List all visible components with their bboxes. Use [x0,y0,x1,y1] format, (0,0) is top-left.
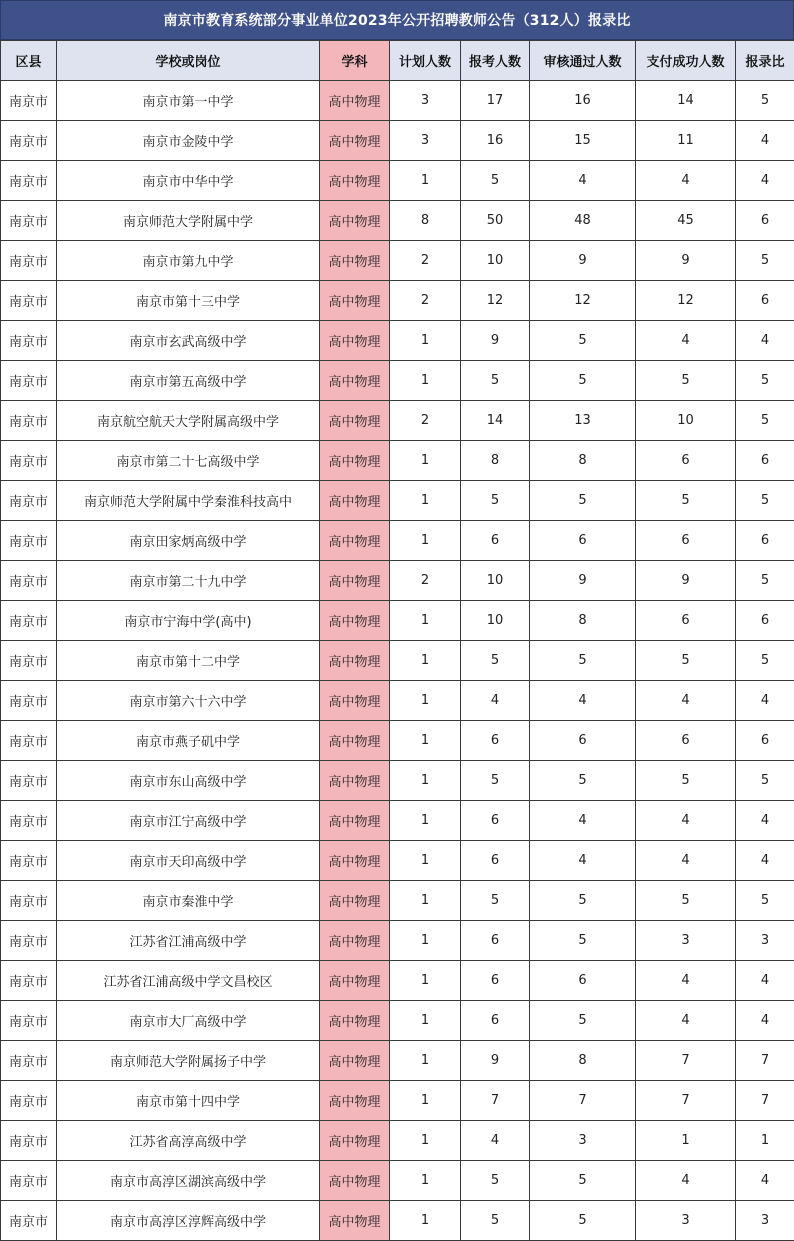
cell-subject: 高中物理 [320,1001,390,1041]
cell-paid: 7 [636,1081,736,1121]
cell-applicants: 7 [461,1081,530,1121]
cell-ratio: 7 [736,1041,794,1081]
cell-applicants: 5 [461,881,530,921]
table-row [1,481,794,521]
cell-district: 南京市 [1,441,57,481]
cell-paid: 4 [636,841,736,881]
cell-ratio: 7 [736,1081,794,1121]
cell-paid: 5 [636,881,736,921]
cell-subject: 高中物理 [320,961,390,1001]
cell-school: 南京市高淳区湖滨高级中学 [57,1161,320,1201]
header-school: 学校或岗位 [57,41,320,81]
table-row [1,281,794,321]
cell-approved: 8 [530,1041,636,1081]
cell-paid: 4 [636,681,736,721]
cell-planned: 1 [390,641,461,681]
cell-school: 南京师范大学附属扬子中学 [57,1041,320,1081]
cell-school: 南京师范大学附属中学秦淮科技高中 [57,481,320,521]
table-row [1,761,794,801]
cell-paid: 4 [636,161,736,201]
cell-planned: 1 [390,721,461,761]
cell-ratio: 6 [736,521,794,561]
cell-approved: 6 [530,961,636,1001]
cell-approved: 6 [530,721,636,761]
cell-planned: 1 [390,961,461,1001]
table-title: 南京市教育系统部分事业单位2023年公开招聘教师公告（312人）报录比 [0,0,794,40]
cell-planned: 1 [390,441,461,481]
cell-applicants: 17 [461,81,530,121]
ratio-table [0,40,794,1241]
cell-district: 南京市 [1,1161,57,1201]
cell-school: 南京市第二十七高级中学 [57,441,320,481]
cell-applicants: 5 [461,1201,530,1241]
cell-school: 南京市金陵中学 [57,121,320,161]
cell-school: 南京市玄武高级中学 [57,321,320,361]
cell-school: 南京市第十四中学 [57,1081,320,1121]
cell-approved: 5 [530,641,636,681]
cell-school: 南京市第九中学 [57,241,320,281]
cell-applicants: 10 [461,241,530,281]
table-row [1,201,794,241]
cell-subject: 高中物理 [320,201,390,241]
cell-applicants: 50 [461,201,530,241]
cell-paid: 4 [636,1001,736,1041]
cell-district: 南京市 [1,881,57,921]
cell-planned: 1 [390,921,461,961]
table-row [1,721,794,761]
cell-paid: 45 [636,201,736,241]
table-row [1,521,794,561]
cell-ratio: 3 [736,921,794,961]
cell-school: 南京市天印高级中学 [57,841,320,881]
cell-planned: 1 [390,1161,461,1201]
header-paid: 支付成功人数 [636,41,736,81]
cell-planned: 1 [390,841,461,881]
cell-approved: 5 [530,881,636,921]
cell-school: 南京田家炳高级中学 [57,521,320,561]
cell-ratio: 4 [736,801,794,841]
table-row [1,161,794,201]
cell-planned: 1 [390,761,461,801]
cell-applicants: 14 [461,401,530,441]
table-row [1,601,794,641]
cell-applicants: 9 [461,1041,530,1081]
cell-paid: 11 [636,121,736,161]
cell-district: 南京市 [1,401,57,441]
cell-district: 南京市 [1,761,57,801]
cell-paid: 3 [636,1201,736,1241]
cell-approved: 48 [530,201,636,241]
cell-ratio: 4 [736,1001,794,1041]
cell-planned: 1 [390,1201,461,1241]
cell-approved: 4 [530,801,636,841]
cell-ratio: 4 [736,121,794,161]
cell-district: 南京市 [1,281,57,321]
table-row [1,801,794,841]
cell-approved: 5 [530,761,636,801]
cell-school: 南京市大厂高级中学 [57,1001,320,1041]
cell-ratio: 4 [736,681,794,721]
cell-district: 南京市 [1,1041,57,1081]
cell-ratio: 5 [736,81,794,121]
cell-applicants: 10 [461,561,530,601]
cell-paid: 5 [636,361,736,401]
cell-ratio: 4 [736,961,794,1001]
cell-paid: 9 [636,561,736,601]
cell-approved: 13 [530,401,636,441]
cell-ratio: 6 [736,441,794,481]
cell-paid: 5 [636,481,736,521]
cell-paid: 5 [636,761,736,801]
cell-paid: 12 [636,281,736,321]
cell-planned: 3 [390,81,461,121]
cell-planned: 1 [390,681,461,721]
cell-ratio: 5 [736,481,794,521]
cell-ratio: 4 [736,321,794,361]
cell-district: 南京市 [1,361,57,401]
header-subject: 学科 [320,41,390,81]
cell-school: 南京市第十二中学 [57,641,320,681]
cell-planned: 1 [390,361,461,401]
cell-subject: 高中物理 [320,561,390,601]
cell-planned: 1 [390,1041,461,1081]
table-row [1,1201,794,1241]
cell-school: 南京市第六十六中学 [57,681,320,721]
cell-applicants: 10 [461,601,530,641]
cell-district: 南京市 [1,1081,57,1121]
cell-ratio: 6 [736,201,794,241]
cell-school: 南京市宁海中学(高中) [57,601,320,641]
cell-subject: 高中物理 [320,601,390,641]
cell-subject: 高中物理 [320,161,390,201]
cell-subject: 高中物理 [320,681,390,721]
table-row [1,1121,794,1161]
table-row [1,1001,794,1041]
cell-school: 江苏省江浦高级中学文昌校区 [57,961,320,1001]
cell-ratio: 4 [736,1161,794,1201]
cell-approved: 7 [530,1081,636,1121]
cell-subject: 高中物理 [320,481,390,521]
cell-applicants: 5 [461,161,530,201]
table-row [1,441,794,481]
header-applicants: 报考人数 [461,41,530,81]
cell-subject: 高中物理 [320,241,390,281]
table-row [1,361,794,401]
table-row [1,881,794,921]
table-row [1,561,794,601]
cell-planned: 8 [390,201,461,241]
table-row [1,81,794,121]
cell-applicants: 6 [461,1001,530,1041]
cell-approved: 5 [530,321,636,361]
cell-planned: 1 [390,1121,461,1161]
cell-district: 南京市 [1,481,57,521]
cell-planned: 1 [390,481,461,521]
cell-applicants: 6 [461,961,530,1001]
cell-ratio: 5 [736,881,794,921]
cell-planned: 2 [390,561,461,601]
table-row [1,641,794,681]
cell-approved: 15 [530,121,636,161]
cell-district: 南京市 [1,961,57,1001]
cell-applicants: 6 [461,841,530,881]
table-row [1,121,794,161]
cell-district: 南京市 [1,321,57,361]
cell-subject: 高中物理 [320,1041,390,1081]
cell-approved: 9 [530,241,636,281]
cell-subject: 高中物理 [320,841,390,881]
cell-planned: 1 [390,1001,461,1041]
cell-school: 南京师范大学附属中学 [57,201,320,241]
cell-applicants: 5 [461,361,530,401]
cell-planned: 3 [390,121,461,161]
header-ratio: 报录比 [736,41,794,81]
cell-district: 南京市 [1,1001,57,1041]
cell-subject: 高中物理 [320,721,390,761]
cell-paid: 3 [636,921,736,961]
cell-planned: 2 [390,401,461,441]
cell-subject: 高中物理 [320,121,390,161]
cell-school: 南京市江宁高级中学 [57,801,320,841]
cell-applicants: 4 [461,1121,530,1161]
cell-applicants: 5 [461,1161,530,1201]
cell-applicants: 16 [461,121,530,161]
cell-applicants: 5 [461,641,530,681]
cell-ratio: 4 [736,841,794,881]
cell-planned: 1 [390,801,461,841]
cell-applicants: 9 [461,321,530,361]
cell-applicants: 5 [461,481,530,521]
cell-school: 南京市中华中学 [57,161,320,201]
cell-approved: 5 [530,1201,636,1241]
cell-district: 南京市 [1,121,57,161]
cell-subject: 高中物理 [320,1201,390,1241]
cell-subject: 高中物理 [320,361,390,401]
cell-ratio: 5 [736,641,794,681]
cell-approved: 8 [530,601,636,641]
cell-applicants: 6 [461,921,530,961]
cell-school: 南京市第五高级中学 [57,361,320,401]
table-body [1,81,794,1241]
cell-paid: 14 [636,81,736,121]
table-row [1,1161,794,1201]
cell-paid: 5 [636,641,736,681]
cell-planned: 1 [390,881,461,921]
cell-subject: 高中物理 [320,81,390,121]
cell-applicants: 6 [461,721,530,761]
cell-paid: 1 [636,1121,736,1161]
cell-subject: 高中物理 [320,521,390,561]
cell-planned: 1 [390,521,461,561]
cell-district: 南京市 [1,681,57,721]
cell-applicants: 8 [461,441,530,481]
cell-school: 江苏省高淳高级中学 [57,1121,320,1161]
cell-district: 南京市 [1,601,57,641]
cell-approved: 12 [530,281,636,321]
cell-district: 南京市 [1,801,57,841]
header-district: 区县 [1,41,57,81]
cell-paid: 6 [636,441,736,481]
table-row [1,1081,794,1121]
cell-subject: 高中物理 [320,1121,390,1161]
cell-applicants: 6 [461,801,530,841]
cell-planned: 1 [390,321,461,361]
cell-applicants: 5 [461,761,530,801]
cell-subject: 高中物理 [320,321,390,361]
cell-applicants: 12 [461,281,530,321]
header-planned: 计划人数 [390,41,461,81]
cell-district: 南京市 [1,201,57,241]
cell-school: 南京航空航天大学附属高级中学 [57,401,320,441]
cell-ratio: 5 [736,361,794,401]
table-row [1,681,794,721]
header-approved: 审核通过人数 [530,41,636,81]
cell-school: 南京市第二十九中学 [57,561,320,601]
cell-district: 南京市 [1,721,57,761]
cell-paid: 10 [636,401,736,441]
table-header [1,41,794,81]
cell-district: 南京市 [1,1121,57,1161]
cell-paid: 4 [636,1161,736,1201]
cell-subject: 高中物理 [320,401,390,441]
cell-paid: 6 [636,601,736,641]
table-row [1,921,794,961]
cell-ratio: 5 [736,561,794,601]
cell-paid: 7 [636,1041,736,1081]
cell-ratio: 6 [736,721,794,761]
cell-district: 南京市 [1,841,57,881]
cell-approved: 5 [530,481,636,521]
cell-approved: 6 [530,521,636,561]
cell-school: 南京市第十三中学 [57,281,320,321]
cell-approved: 4 [530,161,636,201]
table-row [1,241,794,281]
cell-ratio: 5 [736,241,794,281]
cell-approved: 9 [530,561,636,601]
cell-district: 南京市 [1,521,57,561]
cell-district: 南京市 [1,921,57,961]
cell-paid: 4 [636,801,736,841]
cell-approved: 4 [530,681,636,721]
cell-approved: 5 [530,1001,636,1041]
cell-ratio: 6 [736,281,794,321]
cell-school: 南京市东山高级中学 [57,761,320,801]
cell-approved: 4 [530,841,636,881]
cell-district: 南京市 [1,161,57,201]
cell-subject: 高中物理 [320,1161,390,1201]
cell-approved: 16 [530,81,636,121]
cell-ratio: 6 [736,601,794,641]
cell-planned: 2 [390,281,461,321]
cell-planned: 1 [390,1081,461,1121]
cell-school: 南京市第一中学 [57,81,320,121]
cell-district: 南京市 [1,1201,57,1241]
cell-district: 南京市 [1,241,57,281]
cell-ratio: 4 [736,161,794,201]
table-row [1,1041,794,1081]
cell-subject: 高中物理 [320,641,390,681]
cell-ratio: 1 [736,1121,794,1161]
cell-approved: 8 [530,441,636,481]
cell-approved: 3 [530,1121,636,1161]
cell-approved: 5 [530,361,636,401]
cell-paid: 6 [636,521,736,561]
table-row [1,401,794,441]
cell-subject: 高中物理 [320,921,390,961]
cell-subject: 高中物理 [320,881,390,921]
cell-paid: 6 [636,721,736,761]
header-row [1,41,794,81]
cell-school: 南京市秦淮中学 [57,881,320,921]
cell-district: 南京市 [1,641,57,681]
cell-paid: 4 [636,321,736,361]
cell-ratio: 3 [736,1201,794,1241]
cell-school: 南京市燕子矶中学 [57,721,320,761]
cell-school: 江苏省江浦高级中学 [57,921,320,961]
cell-district: 南京市 [1,81,57,121]
table-row [1,321,794,361]
cell-subject: 高中物理 [320,801,390,841]
cell-subject: 高中物理 [320,761,390,801]
cell-subject: 高中物理 [320,441,390,481]
cell-applicants: 4 [461,681,530,721]
cell-planned: 2 [390,241,461,281]
cell-subject: 高中物理 [320,281,390,321]
cell-ratio: 5 [736,761,794,801]
cell-ratio: 5 [736,401,794,441]
cell-school: 南京市高淳区淳辉高级中学 [57,1201,320,1241]
cell-district: 南京市 [1,561,57,601]
cell-subject: 高中物理 [320,1081,390,1121]
cell-paid: 9 [636,241,736,281]
cell-planned: 1 [390,161,461,201]
cell-paid: 4 [636,961,736,1001]
cell-applicants: 6 [461,521,530,561]
table-row [1,841,794,881]
cell-approved: 5 [530,921,636,961]
cell-approved: 5 [530,1161,636,1201]
table-row [1,961,794,1001]
cell-planned: 1 [390,601,461,641]
